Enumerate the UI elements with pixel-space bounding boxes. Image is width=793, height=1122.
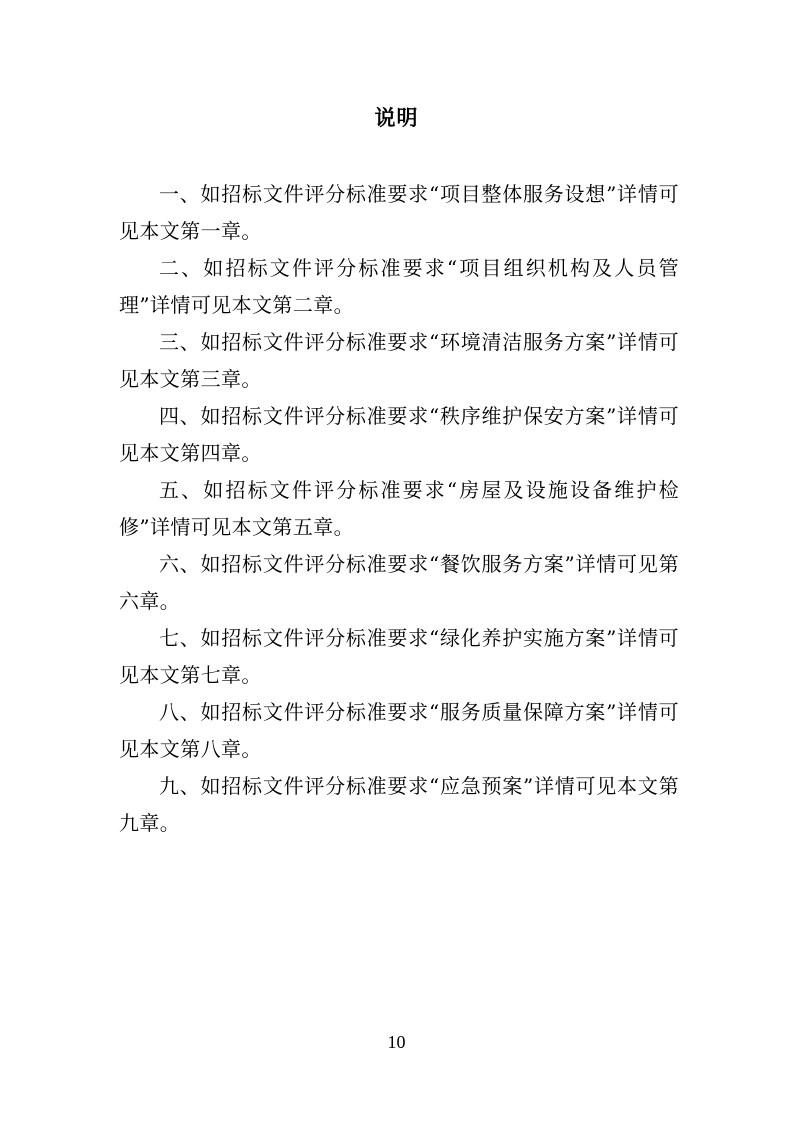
paragraph-2: 二、如招标文件评分标准要求“项目组织机构及人员管理”详情可见本文第二章。: [119, 256, 679, 317]
document-body: [119, 176, 679, 842]
paragraph-1: 一、如招标文件评分标准要求“项目整体服务设想”详情可见本文第一章。: [119, 182, 679, 243]
paragraph-4: 四、如招标文件评分标准要求“秩序维护保安方案”详情可见本文第四章。: [119, 404, 679, 465]
paragraph-8: 八、如招标文件评分标准要求“服务质量保障方案”详情可见本文第八章。: [119, 700, 679, 761]
paragraph-3: 三、如招标文件评分标准要求“环境清洁服务方案”详情可见本文第三章。: [119, 330, 679, 391]
paragraph-5: 五、如招标文件评分标准要求“房屋及设施设备维护检修”详情可见本文第五章。: [119, 478, 679, 539]
paragraph-7: 七、如招标文件评分标准要求“绿化养护实施方案”详情可见本文第七章。: [119, 626, 679, 687]
page-number: 10: [387, 1032, 406, 1052]
page-title: 说明: [374, 105, 419, 130]
paragraph-9: 九、如招标文件评分标准要求“应急预案”详情可见本文第九章。: [119, 774, 679, 835]
paragraph-6: 六、如招标文件评分标准要求“餐饮服务方案”详情可见第六章。: [119, 552, 679, 613]
